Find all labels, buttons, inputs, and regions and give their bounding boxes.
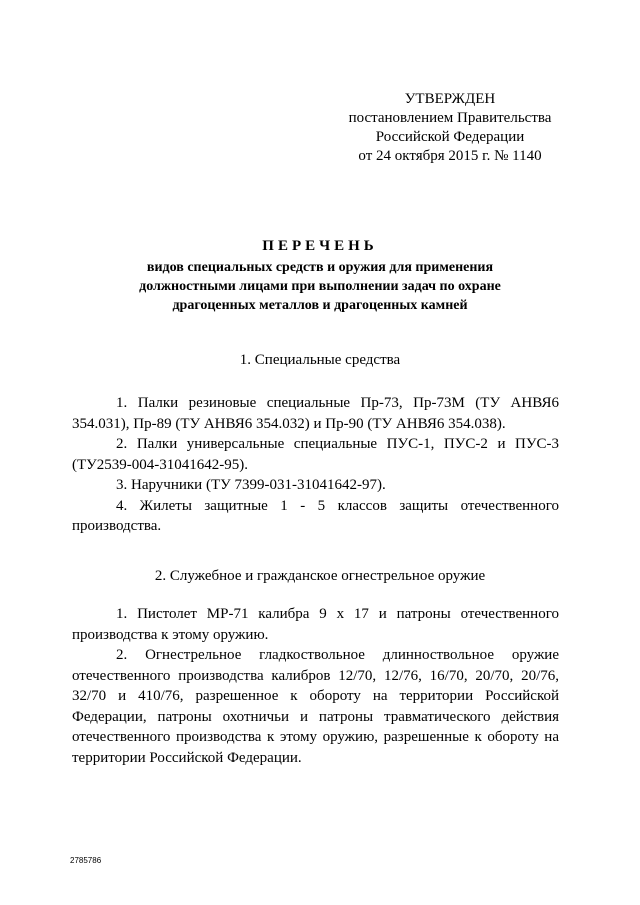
- title-main: ПЕРЕЧЕНЬ: [262, 238, 378, 254]
- approval-line-3: от 24 октября 2015 г. № 1140: [358, 148, 542, 164]
- document-title: [60, 238, 580, 315]
- list-item: 4. Жилеты защитные 1 - 5 классов защиты отечественного производства.: [72, 497, 559, 534]
- document-code: 2785786: [70, 856, 102, 865]
- list-item: 1. Пистолет МР-71 калибра 9 х 17 и патроны отечественного производства к этому оружию.: [72, 606, 559, 643]
- list-item: 2. Палки универсальные специальные ПУС-1, ПУС-2 и ПУС-3 (ТУ2539-004-31041642-95).: [72, 436, 559, 473]
- section-2-list: [72, 604, 559, 768]
- approval-block: [330, 90, 570, 166]
- title-sub-line-1: видов специальных средств и оружия для применения: [146, 260, 494, 275]
- section-2-heading: 2. Служебное и гражданское огнестрельное оружие: [154, 568, 486, 584]
- title-sub-line-3: драгоценных металлов и драгоценных камней: [172, 298, 468, 313]
- list-item: 2. Огнестрельное гладкоствольное длинноствольное оружие отечественного производства калибров 12/70, 12/76, 16/70, 20/70, 20/76, 32/70 и 410/76, разрешенное к обороту на территории Российской Федерации, патроны охотничьи и патроны травматического действия отечественного производства к этому оружию, разрешенные к обороту на территории Российской Федерации.: [72, 647, 559, 766]
- section-1-heading: 1. Специальные средства: [239, 352, 401, 368]
- list-item: 1. Палки резиновые специальные Пр-73, Пр-73М (ТУ АНВЯ6 354.031), Пр-89 (ТУ АНВЯ6 354.032) и Пр-90 (ТУ АНВЯ6 354.038).: [72, 395, 559, 432]
- title-sub-line-2: должностными лицами при выполнении задач по охране: [139, 279, 501, 294]
- approval-heading: УТВЕРЖДЕН: [404, 91, 496, 107]
- approval-line-1: постановлением Правительства: [348, 110, 552, 126]
- list-item: 3. Наручники (ТУ 7399-031-31041642-97).: [116, 477, 386, 493]
- section-1-list: [72, 393, 559, 537]
- approval-line-2: Российской Федерации: [375, 129, 525, 145]
